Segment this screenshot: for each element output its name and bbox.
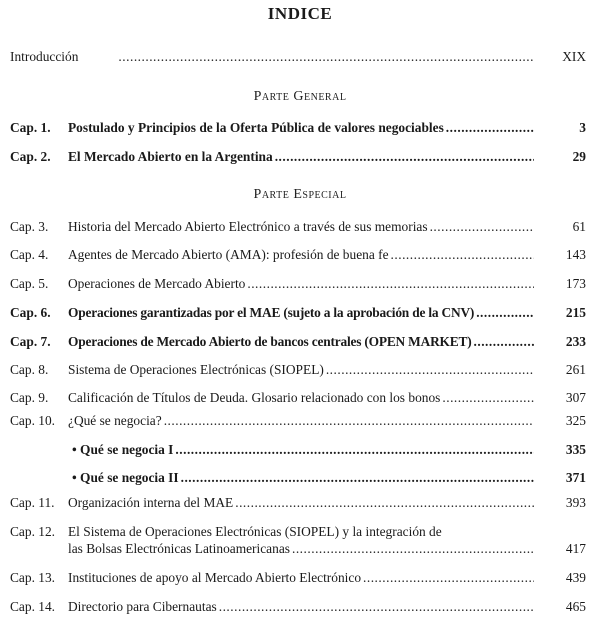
dot-leader [363, 569, 534, 587]
toc-entry [10, 569, 586, 587]
dot-leader [247, 275, 534, 293]
entry-title: El Mercado Abierto en la Argentina [68, 149, 273, 164]
dot-leader [292, 540, 534, 558]
toc-entry [10, 523, 586, 541]
entry-page: 61 [572, 219, 586, 234]
entry-page: 29 [572, 149, 586, 164]
section-heading: Parte Especial [253, 187, 347, 202]
chapter-number: Cap. 7. [10, 334, 51, 349]
chapter-number: Cap. 6. [10, 305, 51, 320]
dot-leader [175, 441, 534, 459]
dot-leader [275, 148, 534, 166]
dot-leader [442, 389, 534, 407]
entry-title: Introducción [10, 49, 79, 64]
entry-title: Agentes de Mercado Abierto (AMA): profesión de buena fe [68, 247, 389, 262]
toc-entry [10, 389, 586, 407]
chapter-number: Cap. 11. [10, 495, 55, 510]
entry-page: 465 [565, 599, 586, 614]
chapter-number: Cap. 9. [10, 390, 49, 405]
chapter-number: Cap. 3. [10, 219, 49, 234]
entry-title: Operaciones garantizadas por el MAE (sujeto a la aprobación de la CNV) [68, 305, 475, 320]
toc-entry [10, 361, 586, 379]
chapter-number: Cap. 2. [10, 149, 51, 164]
entry-title: Instituciones de apoyo al Mercado Abierto Electrónico [68, 570, 362, 585]
chapter-number: Cap. 1. [10, 120, 51, 135]
chapter-number: Cap. 8. [10, 362, 49, 377]
toc-entry-intro [10, 48, 586, 66]
dot-leader [474, 333, 535, 351]
toc-entry [10, 148, 586, 166]
entry-title: Organización interna del MAE [68, 495, 234, 510]
entry-page: 215 [565, 305, 586, 320]
entry-title: Calificación de Títulos de Deuda. Glosario relacionado con los bonos [68, 390, 441, 405]
dot-leader [181, 469, 534, 487]
toc-subentry [10, 469, 586, 487]
entry-title: Postulado y Principios de la Oferta Pública de valores negociables [68, 120, 444, 135]
dot-leader [326, 361, 534, 379]
entry-page: 439 [565, 570, 586, 585]
toc-entry [10, 218, 586, 236]
entry-page: 173 [565, 276, 586, 291]
dot-leader [476, 304, 534, 322]
toc-entry [10, 275, 586, 293]
toc-entry [10, 494, 586, 512]
toc-entry-continued [10, 540, 586, 558]
entry-title: ¿Qué se negocia? [68, 413, 162, 428]
dot-leader [118, 48, 534, 66]
dot-leader [219, 598, 534, 616]
entry-page: 393 [565, 495, 586, 510]
entry-title: El Sistema de Operaciones Electrónicas (SIOPEL) y la integración de [68, 524, 442, 539]
chapter-number: Cap. 4. [10, 247, 49, 262]
dot-leader [235, 494, 534, 512]
chapter-number: Cap. 10. [10, 413, 56, 428]
entry-page: 233 [565, 334, 586, 349]
toc-entry [10, 246, 586, 264]
entry-page: 335 [565, 442, 586, 457]
dot-leader [430, 218, 534, 236]
entry-page: 307 [565, 390, 586, 405]
toc-entry [10, 333, 586, 351]
entry-title-line2: las Bolsas Electrónicas Latinoamericanas [68, 541, 290, 556]
dot-leader [446, 119, 534, 137]
section-heading: Parte General [253, 89, 347, 104]
entry-page: 417 [565, 541, 586, 556]
toc-entry [10, 119, 586, 137]
entry-page: 325 [565, 413, 586, 428]
entry-page: 371 [565, 470, 586, 485]
chapter-number: Cap. 5. [10, 276, 49, 291]
toc-entry [10, 304, 586, 322]
toc-entry [10, 598, 586, 616]
chapter-number: Cap. 13. [10, 570, 56, 585]
dot-leader [391, 246, 534, 264]
dot-leader [164, 412, 534, 430]
entry-title: Sistema de Operaciones Electrónicas (SIOPEL) [68, 362, 324, 377]
toc-subentry [10, 441, 586, 459]
entry-title: • Qué se negocia II [72, 470, 179, 485]
entry-title: Operaciones de Mercado Abierto [68, 276, 246, 291]
chapter-number: Cap. 12. [10, 524, 56, 539]
entry-page: XIX [562, 49, 586, 64]
chapter-number: Cap. 14. [10, 599, 56, 614]
entry-title: Historia del Mercado Abierto Electrónico a través de sus memorias [68, 219, 428, 234]
entry-page: 143 [565, 247, 586, 262]
entry-page: 3 [579, 120, 586, 135]
page-title: INDICE [267, 4, 333, 23]
entry-title: Directorio para Cibernautas [68, 599, 217, 614]
entry-title: • Qué se negocia I [72, 442, 174, 457]
entry-title: Operaciones de Mercado Abierto de bancos centrales (OPEN MARKET) [68, 334, 472, 349]
toc-entry [10, 412, 586, 430]
entry-page: 261 [565, 362, 586, 377]
